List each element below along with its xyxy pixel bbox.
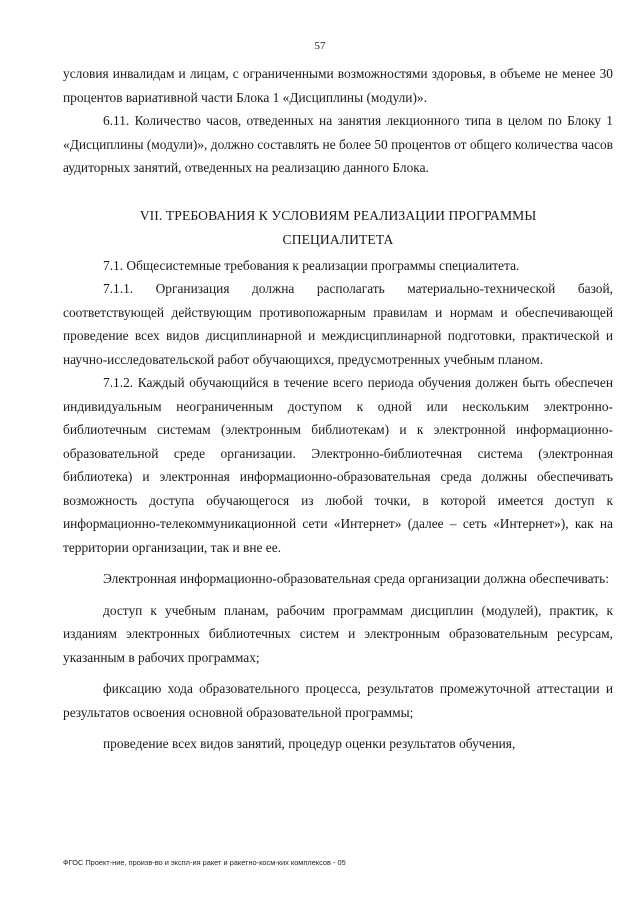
section-heading: [63, 204, 613, 252]
paragraph-7-1-2: 7.1.2. Каждый обучающийся в течение всего периода обучения должен быть обеспечен индивидуальным неограниченным доступом к одной или нескольким электронно-библиотечным системам (электронным библиотекам) и к электронной информационно-образовательной среде организации. Электронно-библиотечная система (электронная библиотека) и электронная информационно-образовательная среда должны обеспечивать возможность доступа обучающегося из любой точки, в которой имеется доступ к информационно-телекоммуникационной сети «Интернет» (далее – сеть «Интернет»), как на территории организации, так и вне ее.: [63, 375, 613, 555]
page-body: [63, 62, 613, 756]
paragraph-continuation: условия инвалидам и лицам, с ограниченными возможностями здоровья, в объеме не менее 30 процентов вариативной части Блока 1 «Дисциплины (модули)».: [63, 66, 613, 105]
paragraph-access: доступ к учебным планам, рабочим программам дисциплин (модулей), практик, к изданиям электронных библиотечных систем и электронным образовательным ресурсам, указанным в рабочих программах;: [63, 602, 613, 665]
section-heading-line-1: VII. ТРЕБОВАНИЯ К УСЛОВИЯМ РЕАЛИЗАЦИИ ПРОГРАММЫ: [139, 207, 537, 223]
paragraph-eios-intro: Электронная информационно-образовательная среда организации должна обеспечивать:: [103, 571, 609, 586]
page-number: 57: [314, 40, 326, 52]
paragraph-7-1: 7.1. Общесистемные требования к реализации программы специалитета.: [103, 257, 520, 273]
paragraph-recording: фиксацию хода образовательного процесса, результатов промежуточной аттестации и результатов освоения основной образовательной программы;: [63, 681, 613, 720]
page-footer: ФГОС Проект-ние, произв-во и экспл-ия ракет и ракетно-косм-ких комплексов - 05: [63, 858, 346, 867]
paragraph-conducting: проведение всех видов занятий, процедур оценки результатов обучения,: [103, 736, 516, 751]
paragraph-6-11: 6.11. Количество часов, отведенных на занятия лекционного типа в целом по Блоку 1 «Дисциплины (модули)», должно составлять не более 50 процентов от общего количества часов аудиторных занятий, отведенных на реализацию данного Блока.: [63, 113, 613, 175]
section-heading-line-2: СПЕЦИАЛИТЕТА: [282, 231, 394, 247]
paragraph-7-1-1: 7.1.1. Организация должна располагать материально-технической базой, соответствующей действующим противопожарным правилам и нормам и обеспечивающей проведение всех видов дисциплинарной и междисциплинарной подготовки, практической и научно-исследовательской работ обучающихся, предусмотренных учебным планом.: [63, 281, 613, 367]
